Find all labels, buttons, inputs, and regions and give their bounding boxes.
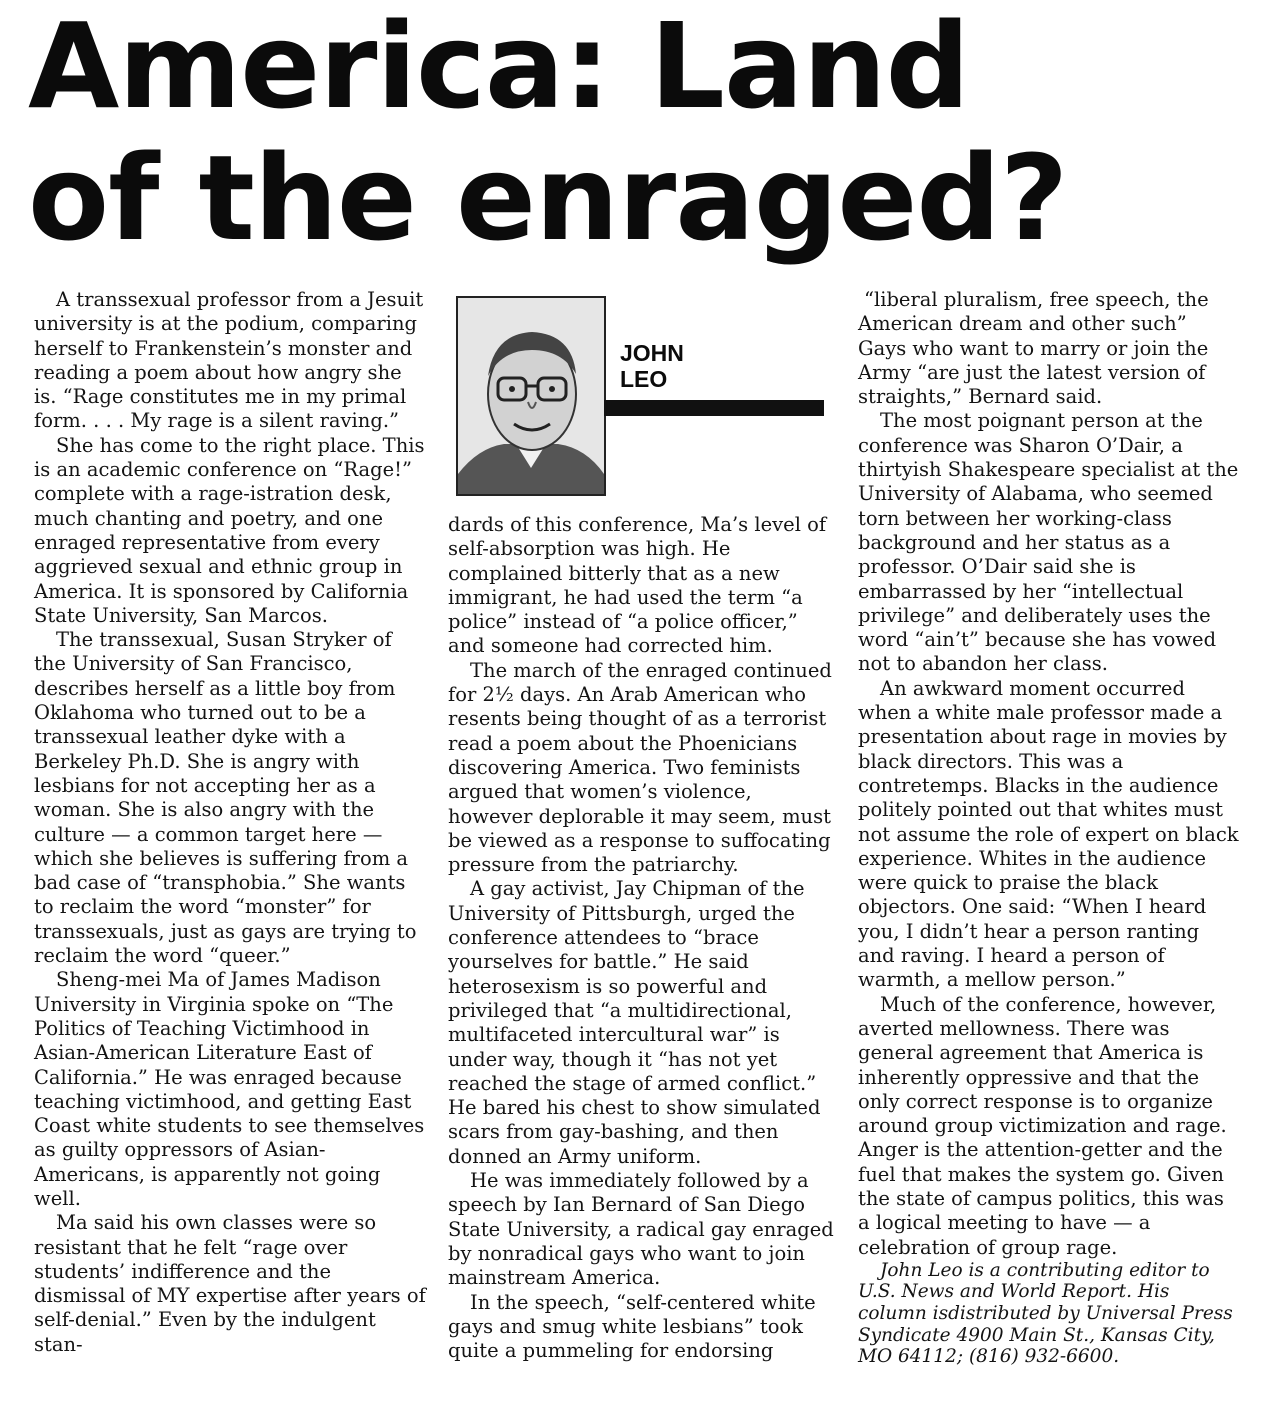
paragraph: The march of the enraged continued for 2½ days. An Arab American who resents being thought of as a terrorist read a poem about the Phoenicians discovering America. Two feminists argued that women’s violence, however deplorable it may seem, must be viewed as a response to suffocating pressure from the patriarchy. [448, 658, 832, 877]
columnist-name [620, 340, 684, 392]
columnist-last-name: LEO [620, 366, 668, 392]
columnist-first-name: JOHN [620, 340, 684, 366]
paragraph: A gay activist, Jay Chipman of the University of Pittsburgh, urged the conference attendees to “brace yourselves for battle.” He said heterosexism is so powerful and privileged that “a multidirectional, multifaceted intercultural war” is under way, though it “has not yet reached the stage of armed conflict.” He bared his chest to show simulated scars from gay-bashing, and then donned an Army uniform. [448, 877, 821, 1168]
columnist-byline [452, 296, 828, 496]
paragraph: “liberal pluralism, free speech, the American dream and other such” Gays who want to marry or join the Army “are just the latest version of straights,” Bernard said. [858, 288, 1209, 409]
paragraph: A transsexual professor from a Jesuit university is at the podium, comparing herself to Frankenstein’s monster and reading a poem about how angry she is. “Rage constitutes me in my primal form. . . . My rage is a silent raving.” [34, 288, 424, 433]
byline-rule [604, 400, 824, 416]
article-column-2 [448, 513, 838, 1363]
paragraph: He was immediately followed by a speech by Ian Bernard of San Diego State University, a radical gay enraged by nonradical gays who want to join mainstream America. [448, 1169, 834, 1290]
paragraph: Much of the conference, however, averted mellowness. There was general agreement that America is inherently oppressive and that the only correct response is to organize around group victimization and rage. Anger is the attention-getter and the fuel that makes the system go. Given the state of campus politics, this was a logical meeting to have — a celebration of group rage. [858, 992, 1227, 1259]
article-column-1 [34, 288, 426, 1357]
paragraph: dards of this conference, Ma’s level of self-absorption was high. He complained bitterly that as a new immigrant, he had used the term “a police” instead of “a police officer,” and someone had corrected him. [448, 513, 827, 658]
paragraph: She has come to the right place. This is an academic conference on “Rage!” complete with a rage-istration desk, much chanting and poetry, and one enraged representative from every aggrieved sexual and ethnic group in America. It is sponsored by California State University, San Marcos. [34, 433, 425, 627]
article-column-3 [858, 288, 1240, 1368]
paragraph: Ma said his own classes were so resistant that he felt “rage over students’ indifference and the dismissal of MY expertise after years of self-denial.” Even by the indulgent stan- [34, 1211, 426, 1356]
headline-line-1: America: Land [28, 0, 970, 135]
portrait-icon [458, 298, 604, 494]
author-bio: John Leo is a contributing editor to U.S. News and World Report. His column isdistributed by Universal Press Syndicate 4900 Main St., Kansas City, MO 64112; (816) 932-6600. [858, 1259, 1233, 1368]
paragraph: Sheng-mei Ma of James Madison University in Virginia spoke on “The Politics of Teaching Victimhood in Asian-American Literature East of California.” He was enraged because teaching victimhood, and getting East Coast white students to see themselves as guilty oppressors of Asian-Americans, is apparently not going well. [34, 968, 425, 1210]
headline [28, 0, 1248, 267]
columnist-photo [456, 296, 606, 496]
paragraph: The most poignant person at the conference was Sharon O’Dair, a thirtyish Shakespeare specialist at the University of Alabama, who seemed torn between her working-class background and her status as a professor. O’Dair said she is embarrassed by her “intellectual privilege” and deliberately uses the word “ain’t” because she has vowed not to abandon her class. [858, 409, 1239, 676]
paragraph: In the speech, “self-centered white gays and smug white lesbians” took quite a pummeling for endorsing [448, 1290, 816, 1363]
paragraph: An awkward moment occurred when a white male professor made a presentation about rage in movies by black directors. This was a contretemps. Blacks in the audience politely pointed out that whites must not assume the role of expert on black experience. Whites in the audience were quick to praise the black objectors. One said: “When I heard you, I didn’t hear a person ranting and raving. I heard a person of warmth, a mellow person.” [858, 676, 1239, 992]
paragraph: The transsexual, Susan Stryker of the University of San Francisco, describes herself as a little boy from Oklahoma who turned out to be a transsexual leather dyke with a Berkeley Ph.D. She is angry with lesbians for not accepting her as a woman. She is also angry with the culture — a common target here — which she believes is suffering from a bad case of “transphobia.” She wants to reclaim the word “monster” for transsexuals, just as gays are trying to reclaim the word “queer.” [34, 628, 417, 968]
headline-line-2: of the enraged? [28, 129, 1068, 267]
